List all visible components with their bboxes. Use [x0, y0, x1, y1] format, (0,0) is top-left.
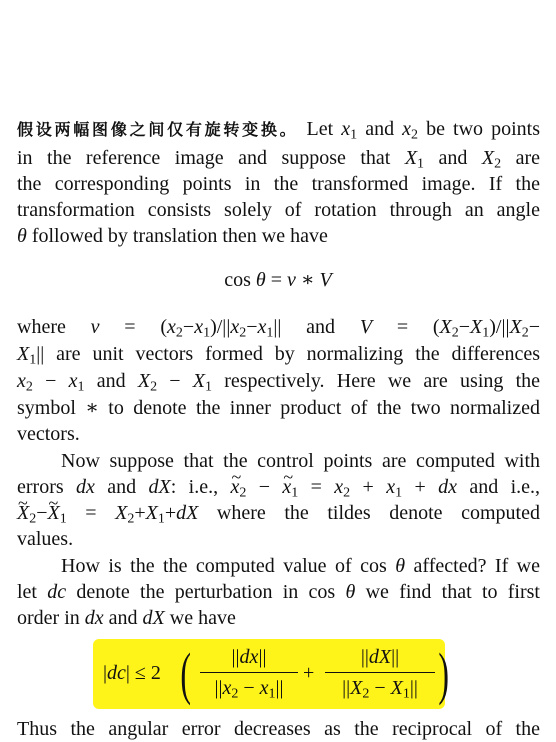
- para3-line3: ~ $X_2-\sim$ $X_1 = X_2+X_1+dX$ where the tildes denote computed: [17, 500, 540, 526]
- equation2-num1: ||dx||: [231, 646, 267, 668]
- equation2-lhs: |dc| ≤ 2: [103, 662, 161, 684]
- chinese-heading: 假设两幅图像之间仅有旋转变换。: [17, 120, 299, 139]
- para2-line5: vectors.: [17, 423, 80, 445]
- para1-line1: 假设两幅图像之间仅有旋转变换。 Let $x_1$ and $x_2$ be two points: [17, 118, 540, 143]
- equation2-den1: $||x_2 - x_1||$: [214, 677, 284, 702]
- equation2-left-paren: (: [180, 641, 191, 706]
- para2-line3: $x_2 - x_1$ and $X_2 - X_1$ respectively. Here we are using the: [17, 370, 541, 395]
- equation2-num2: ||dX||: [360, 646, 400, 668]
- para2-line2: $X_1||$ are unit vectors formed by normalizing the differences: [17, 343, 540, 368]
- para1-line2: in the reference image and suppose that $X_1$ and $X_2$ are: [17, 147, 540, 172]
- para1-line4: transformation consists solely of rotation through an angle: [17, 199, 540, 221]
- para4-line2: let dc denote the perturbation in cos θ we find that to first: [17, 581, 540, 603]
- equation2-fraction-bar2: [325, 672, 435, 673]
- para3-line4: values.: [17, 528, 74, 550]
- para2-line4: symbol ∗ to denote the inner product of the two normalized: [17, 397, 540, 419]
- para5-line1: Thus the angular error decreases as the reciprocal of the: [17, 718, 540, 740]
- equation2-den2: $||X_2 - X_1||$: [342, 677, 418, 702]
- para2-line1: where $v = (x_2-x_1)/||x_2-x_1||$ and $V = (X_2-X_1)/||X_2-$: [17, 316, 540, 341]
- equation2-plus: +: [303, 662, 315, 684]
- equation2-fraction-bar1: [200, 672, 298, 673]
- para3-line1: Now suppose that the control points are computed with: [61, 450, 540, 472]
- para4-line1: How is the the computed value of cos θ affected? If we: [61, 555, 541, 577]
- equation2-right-paren: ): [438, 641, 449, 706]
- equation-cos-theta: cos θ = v ∗ V: [224, 269, 332, 291]
- para1-line3: the corresponding points in the transformed image. If the: [17, 173, 540, 195]
- para1-line5: θ followed by translation then we have: [17, 225, 328, 247]
- para4-line3: order in dx and dX we have: [17, 607, 236, 629]
- para3-line2: errors dx and dX: i.e., ~ $x_2$ − ~ $x_1 = x_2 + x_1$ + dx and i.e.,: [17, 474, 540, 500]
